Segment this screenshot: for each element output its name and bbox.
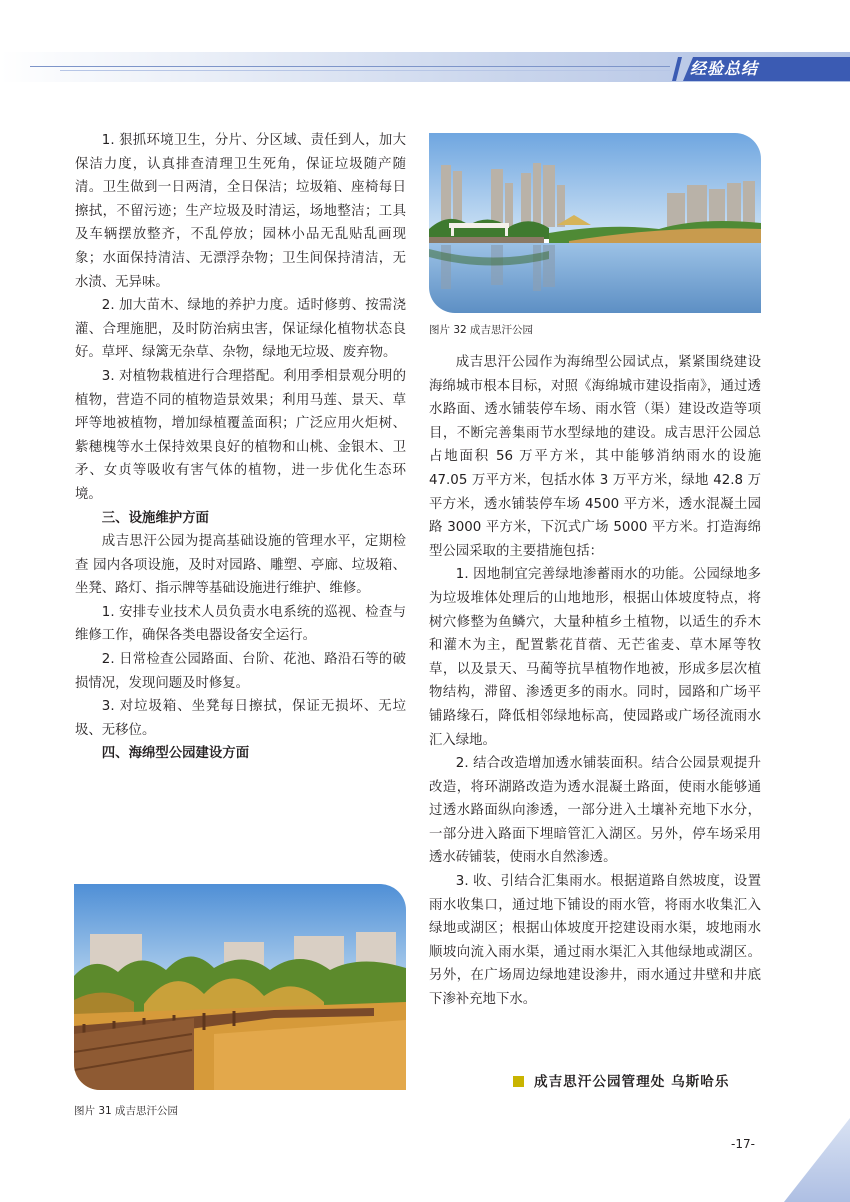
paragraph: 2. 日常检查公园路面、台阶、花池、路沿石等的破损情况，发现问题及时修复。: [75, 652, 406, 691]
paragraph: 成吉思汗公园作为海绵型公园试点，紧紧围绕建设海绵城市根本目标，对照《海绵城市建设指南》，通过透水路面、透水铺装停车场、雨水管（渠）建设改造等项目，不断完善集雨节水型绿地的建设。成吉思汗公园总占地面积 56 万平方米，其中能够消纳雨水的设施 47.05 万平方米，包括水体 3 万平方米，绿地 42.8 万平方米，透水铺装停车场 4500 平方米，透水混凝土园路 3000 平方米，下沉式广场 5000 平方米。打造海绵型公园采取的主要措施包括：: [429, 355, 761, 559]
paragraph: 3. 对垃圾箱、坐凳每日擦拭，保证无损坏、无垃圾、无移位。: [75, 699, 406, 738]
paragraph: 2. 加大苗木、绿地的养护力度。适时修剪、按需浇灌、合理施肥，及时防治病虫害，保证绿化植物状态良好。草坪、绿篱无杂草、杂物，绿地无垃圾、废弃物。: [75, 298, 406, 361]
author-signature: [513, 1071, 729, 1093]
section-heading-sponge-park: 四、海绵型公园建设方面: [101, 746, 250, 762]
paragraph: 2. 结合改造增加透水铺装面积。结合公园景观提升改造，将环湖路改造为透水混凝土路面，使雨水能够通过透水路面纵向渗透，一部分进入土壤补充地下水分，一部分进入路面下埋暗管汇入湖区。另外，停车场采用透水砖铺装，使雨水自然渗透。: [429, 756, 761, 866]
section-heading-facilities: 三、设施维护方面: [101, 510, 209, 526]
section-title: 经验总结: [690, 59, 759, 78]
paragraph: 成吉思汗公园为提高基础设施的管理水平，定期检查 园内各项设施，及时对园路、雕塑、亭廊、垃圾箱、坐凳、路灯、指示牌等基础设施进行维护、维修。: [75, 534, 406, 597]
figure-caption-32: 图片 32 成吉思汗公园: [429, 324, 534, 336]
figure-caption-31: 图片 31 成吉思汗公园: [74, 1105, 179, 1117]
paragraph: 1. 因地制宜完善绿地渗蓄雨水的功能。公园绿地多为垃圾堆体处理后的山地地形，根据山体坡度特点，将树穴修整为鱼鳞穴，大量种植乡土植物，以适生的乔木和灌木为主，配置紫花苜蓿、无芒雀麦、草木犀等牧草，以及景天、马蔺等抗旱植物作地被，形成多层次植物结构，滞留、渗透更多的雨水。同时，园路和广场平铺路缘石，降低相邻绿地标高，使园路或广场径流雨水汇入绿地。: [429, 567, 761, 748]
photo-park-boardwalk: [74, 884, 406, 1090]
header-rule-secondary: [60, 70, 670, 71]
signature-text: 成吉思汗公园管理处 乌斯哈乐: [534, 1074, 730, 1090]
paragraph: 3. 收、引结合汇集雨水。根据道路自然坡度，设置雨水收集口，通过地下铺设的雨水管，将雨水收集汇入绿地或湖区；根据山体坡度开挖建设雨水渠，坡地雨水顺坡向流入雨水渠，通过雨水渠汇入其他绿地或湖区。另外，在广场周边绿地建设渗井，雨水通过井壁和井底下渗补充地下水。: [429, 874, 761, 1008]
paragraph: 1. 安排专业技术人员负责水电系统的巡视、检查与维修工作，确保各类电器设备安全运行。: [75, 604, 406, 644]
left-column: [75, 129, 406, 766]
paragraph: 3. 对植物栽植进行合理搭配。利用季相景观分明的植物，营造不同的植物造景效果；利用马莲、景天、草坪等地被植物，增加绿植覆盖面积；广泛应用火炬树、紫穗槐等水土保持效果良好的植物和山桃、金银木、卫矛、女贞等吸收有害气体的植物，进一步优化生态环境。: [75, 368, 406, 502]
page-number: -17-: [731, 1137, 755, 1151]
header-rule: [30, 66, 670, 67]
photo-park-lake-skyline: [429, 133, 761, 313]
paragraph: 1. 狠抓环境卫生，分片、分区域、责任到人，加大保洁力度，认真排查清理卫生死角，保证垃圾随产随清。卫生做到一日两清，全日保洁；垃圾箱、座椅每日擦拭，不留污迹；生产垃圾及时清运，场地整洁；工具及车辆摆放整齐，不乱停放；园林小品无乱贴乱画现象；水面保持清洁、无漂浮杂物；卫生间保持清洁，无水渍、无异味。: [75, 133, 406, 290]
signature-square-icon: [513, 1076, 524, 1087]
right-column: [429, 351, 761, 1012]
footer-corner-decoration: [784, 1118, 850, 1202]
